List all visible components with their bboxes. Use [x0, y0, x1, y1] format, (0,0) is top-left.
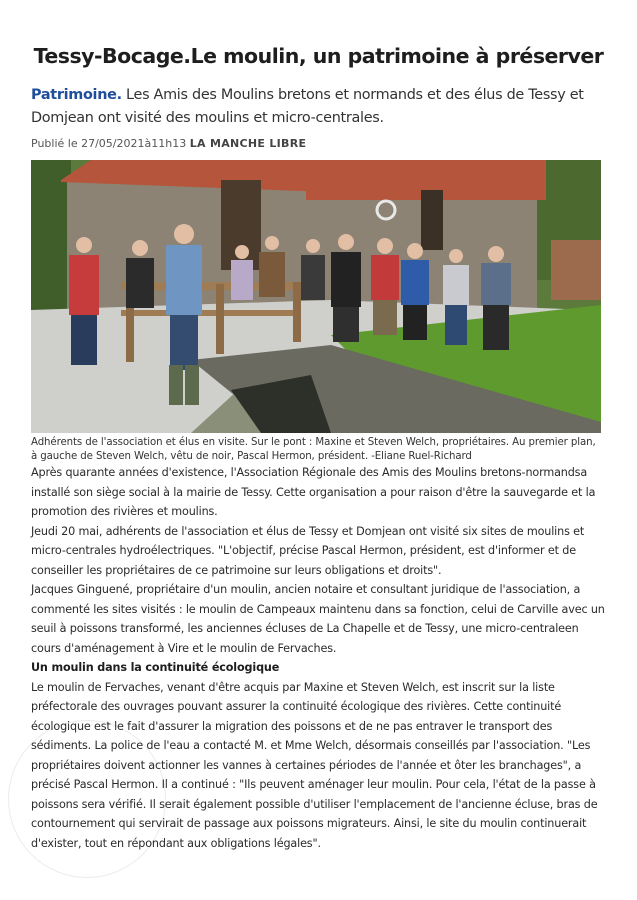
publish-date: Publié le 27/05/2021à11h13 [31, 137, 187, 150]
byline [31, 137, 306, 150]
paragraph: Le moulin de Fervaches, venant d'être acquis par Maxine et Steven Welch, est inscrit sur la liste préfectorale des ouvrages pouvant assurer la continuité écologique des rivières. Cette continuité écologique est le fait d'assurer la migration des poissons et de ne pas entraver le transport des sédiments. La police de l'eau a contacté M. et Mme Welch, désormais conseillés par l'association. "Les propriétaires doivent actionner les vannes à certaines périodes de l'année et ôter les branchages", a précisé Pascal Hermon. Il a continué : "Ils peuvent aménager leur moulin. Pour cela, l'état de la passe à poissons sera vérifié. Il serait également possible d'utiliser l'emplacement de l'ancienne écluse, bras de contournement qui servirait de passage aux poissons migrateurs. Ainsi, le site du moulin continuerait d'exister, tout en répondant aux obligations légales". [31, 680, 598, 850]
subheading: Un moulin dans la continuité écologique [31, 661, 280, 674]
lede-text: Les Amis des Moulins bretons et normands et des élus de Tessy et Domjean ont visité des moulins et micro-centrales. [31, 87, 584, 126]
article-photo [31, 160, 601, 433]
mill-photo-illustration [31, 160, 601, 433]
watermark-seal [8, 720, 166, 878]
article-headline: Tessy-Bocage.Le moulin, un patrimoine à préserver [33, 44, 604, 68]
photo-caption: Adhérents de l'association et élus en visite. Sur le pont : Maxine et Steven Welch, propriétaires. Au premier plan, à gauche de Steven Welch, vêtu de noir, Pascal Hermon, président. -Eliane Ruel-Richard [31, 437, 596, 462]
article-lede [31, 84, 591, 130]
paragraph: Jeudi 20 mai, adhérents de l'association et élus de Tessy et Domjean ont visité six sites de moulins et micro-centrales hydroélectriques. "L'objectif, précise Pascal Hermon, président, est d'informer et de conseiller les propriétaires de ce patrimoine sur leurs obligations et droits". [31, 524, 585, 577]
paragraph: Jacques Ginguené, propriétaire d'un moulin, ancien notaire et consultant juridique de l'association, a commenté les sites visités : le moulin de Campeaux maintenu dans sa fonction, celui de Carville avec un seuil à poissons transformé, les anciennes écluses de La Chapelle et de Tessy, une micro-centraleen cours d'aménagement à Vire et le moulin de Fervaches. [31, 583, 605, 655]
source-name: LA MANCHE LIBRE [189, 137, 307, 150]
article-kicker: Patrimoine. [31, 87, 122, 103]
paragraph: Après quarante années d'existence, l'Association Régionale des Amis des Moulins bretons-normandsa installé son siège social à la mairie de Tessy. Cette organisation a pour raison d'être la sauvegarde et la promotion des rivières et moulins. [31, 466, 596, 518]
